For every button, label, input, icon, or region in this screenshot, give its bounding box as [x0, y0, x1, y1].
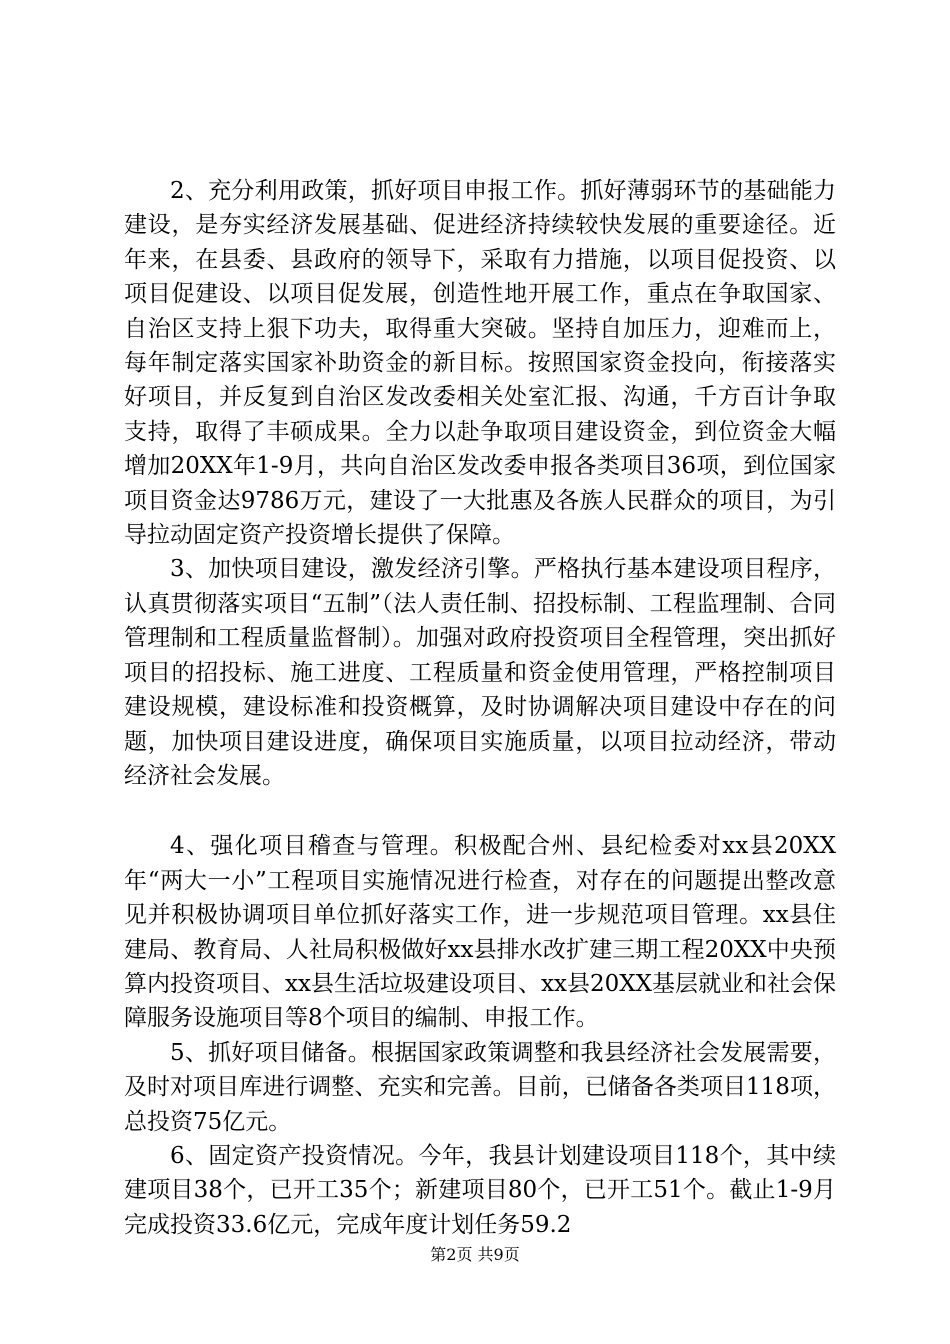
page-number-footer: 第2页 共9页 [430, 1245, 520, 1264]
paragraph-project-construction: 3、加快项目建设，激发经济引擎。严格执行基本建设项目程序，认真贯彻落实项目“五制”（法人责任制、招投标制、工程监理制、合同管理制和工程质量监督制）。加强对政府投资项目全程管理，突出抓好项目的招投标、施工进度、工程质量和资金使用管理，严格控制项目建设规模，建设标准和投资概算，及时协调解决项目建设中存在的问题，加快项目建设进度，确保项目实施质量，以项目拉动经济，带动经济社会发展。 [124, 556, 836, 789]
paragraph-project-reserve: 5、抓好项目储备。根据国家政策调整和我县经济社会发展需要，及时对项目库进行调整、充实和完善。目前，已储备各类项目118项，总投资75亿元。 [124, 1039, 836, 1135]
paragraph-project-inspection: 4、强化项目稽查与管理。积极配合州、县纪检委对xx县20XX年“两大一小”工程项目实施情况进行检查，对存在的问题提出整改意见并积极协调项目单位抓好落实工作，进一步规范项目管理。xx县住建局、教育局、人社局积极做好xx县排水改扩建三期工程20XX中央预算内投资项目、xx县生活垃圾建设项目、xx县20XX基层就业和社会保障服务设施项目等8个项目的编制、申报工作。 [124, 833, 836, 1032]
paragraph-project-application: 2、充分利用政策，抓好项目申报工作。抓好薄弱环节的基础能力建设，是夯实经济发展基础、促进经济持续较快发展的重要途径。近年来，在县委、县政府的领导下，采取有力措施，以项目促投资、以项目促建设、以项目促发展，创造性地开展工作，重点在争取国家、自治区支持上狠下功夫，取得重大突破。坚持自加压力，迎难而上，每年制定落实国家补助资金的新目标。按照国家资金投向，衔接落实好项目，并反复到自治区发改委相关处室汇报、沟通，千方百计争取支持，取得了丰硕成果。全力以赴争取项目建设资金，到位资金大幅增加20XX年1-9月，共向自治区发改委申报各类项目36项，到位国家项目资金达9786万元，建设了一大批惠及各族人民群众的项目，为引导拉动固定资产投资增长提供了保障。 [124, 178, 836, 549]
document-body [124, 174, 836, 1242]
paragraph-fixed-asset-investment: 6、固定资产投资情况。今年，我县计划建设项目118个，其中续建项目38个，已开工35个；新建项目80个，已开工51个。截止1-9月完成投资33.6亿元，完成年度计划任务59.2 [124, 1142, 836, 1238]
